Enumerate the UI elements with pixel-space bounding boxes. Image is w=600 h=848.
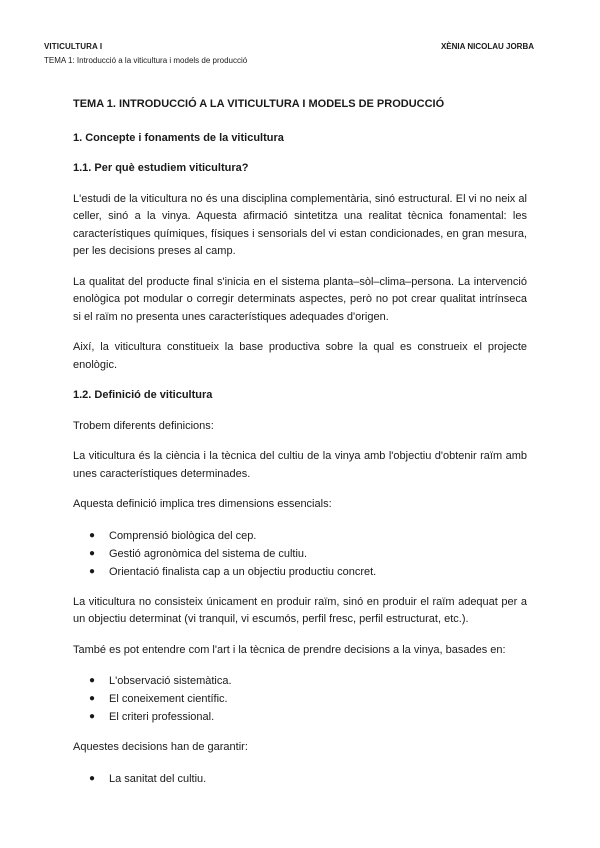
paragraph: L'estudi de la viticultura no és una disciplina complementària, sinó estructural. El vi no neix al celler, sinó a la vinya. Aquesta afirmació sintetitza una realitat tècnica fonamental: les característiques químiques, físiques i sensorials del vi estan condicionades, en gran mesura, per les decisions preses al camp.: [73, 192, 527, 257]
bullet-icon: ●: [89, 547, 96, 559]
bullet-icon: ●: [89, 772, 96, 784]
paragraph: Aquesta definició implica tres dimensions essencials:: [73, 498, 332, 510]
section-heading: 1. Concepte i fonaments de la viticultura: [73, 131, 284, 144]
bullet-icon: ●: [89, 693, 96, 704]
topic-subtitle: TEMA 1: Introducció a la viticultura i models de producció: [44, 56, 248, 65]
list-item-text: El coneixement científic.: [109, 693, 228, 705]
bullet-list: [73, 672, 527, 726]
paragraph: També es pot entendre com l'art i la tècnica de prendre decisions a la vinya, basades en:: [73, 643, 506, 656]
paragraph: La viticultura no consisteix únicament en produir raïm, sinó en produir el raïm adequat per a un objectiu determinat (vi tranquil, vi escumós, perfil fresc, perfil estructurat, etc.).: [73, 595, 527, 625]
subsection-heading: 1.2. Definició de viticultura: [73, 389, 213, 401]
document-body: [73, 96, 527, 801]
bullet-list: [73, 770, 527, 788]
list-item: [73, 545, 527, 563]
list-item-text: La sanitat del cultiu.: [109, 772, 207, 785]
paragraph: La qualitat del producte final s'inicia en el sistema planta–sòl–clima–persona. La intervenció enològica pot modular o corregir determinats aspectes, però no pot crear qualitat intrínseca si el raïm no presenta unes característiques adequades d'origen.: [73, 275, 527, 323]
subsection-heading: 1.1. Per què estudiem viticultura?: [73, 162, 249, 174]
bullet-icon: ●: [89, 565, 96, 577]
paragraph: Aquestes decisions han de garantir:: [73, 741, 248, 753]
author-name: XÈNIA NICOLAU JORBA: [440, 42, 534, 51]
paragraph: Trobem diferents definicions:: [73, 419, 214, 432]
list-item: [73, 690, 527, 708]
list-item-text: L'observació sistemàtica.: [109, 675, 232, 687]
list-item: [73, 672, 527, 690]
course-title: VITICULTURA I: [44, 42, 103, 51]
bullet-icon: ●: [89, 529, 96, 541]
list-item: [73, 770, 527, 788]
paragraph: La viticultura és la ciència i la tècnica del cultiu de la vinya amb l'objectiu d'obtenir raïm amb unes característiques determinades.: [73, 450, 527, 480]
bullet-icon: ●: [89, 675, 96, 686]
list-item-text: Comprensió biològica del cep.: [109, 529, 257, 542]
list-item: [73, 563, 527, 581]
list-item: [73, 708, 527, 726]
list-item: [73, 527, 527, 545]
list-item-text: Gestió agronòmica del sistema de cultiu.: [109, 547, 308, 560]
bullet-list: [73, 527, 527, 581]
bullet-icon: ●: [89, 711, 96, 722]
paragraph: Així, la viticultura constitueix la base productiva sobre la qual es construeix el projecte enològic.: [73, 341, 527, 371]
list-item-text: Orientació finalista cap a un objectiu productiu concret.: [109, 565, 377, 578]
document-title: TEMA 1. INTRODUCCIÓ A LA VITICULTURA I MODELS DE PRODUCCIÓ: [73, 98, 445, 110]
page-header-left: [44, 40, 247, 68]
list-item-text: El criteri professional.: [109, 711, 215, 723]
